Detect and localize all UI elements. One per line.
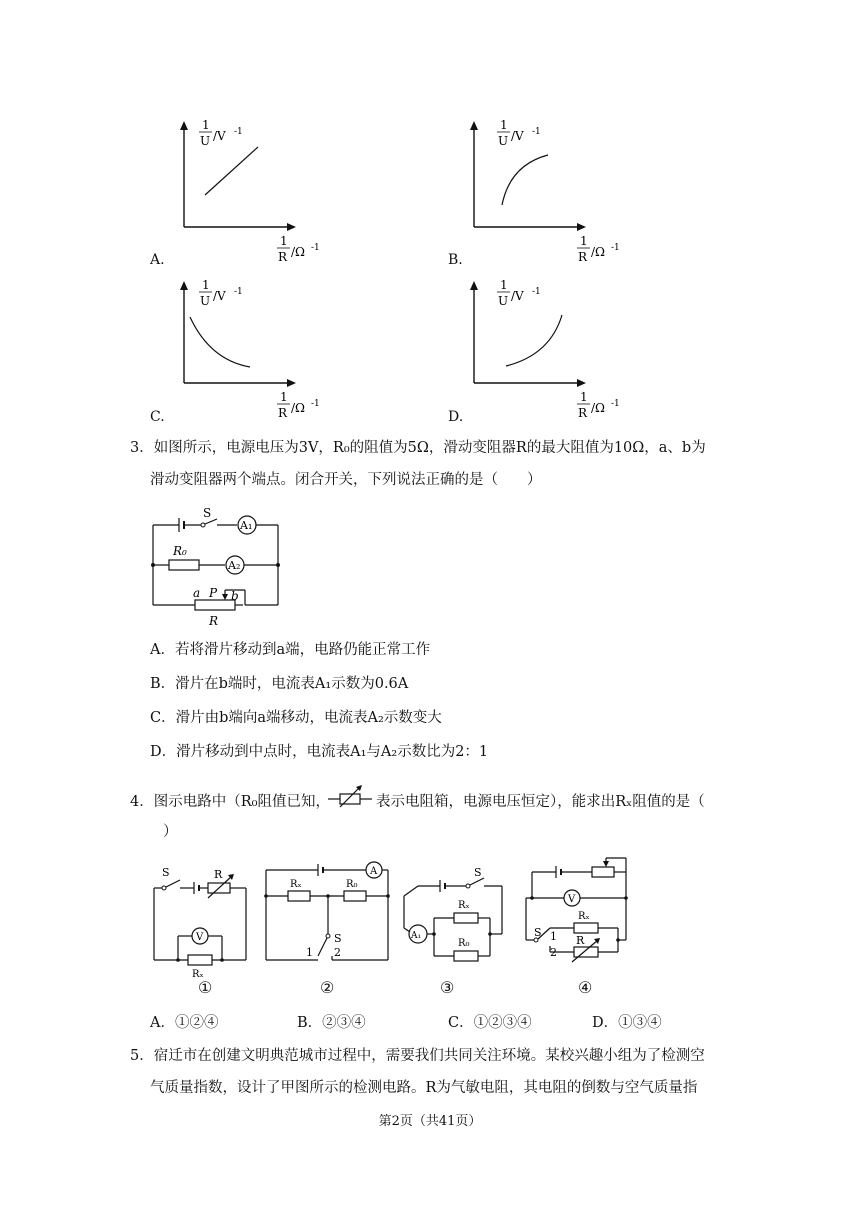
- svg-text:Rₓ: Rₓ: [192, 969, 204, 980]
- q3-option-c: C．滑片由b端向a端移动，电流表A₂示数变大: [150, 710, 442, 726]
- curve: [502, 155, 548, 205]
- svg-text:2: 2: [550, 946, 557, 959]
- svg-text:-1: -1: [532, 127, 541, 137]
- svg-text:U: U: [498, 134, 509, 148]
- svg-text:b: b: [231, 589, 239, 603]
- q3-line2: 滑动变阻器两个端点。闭合开关，下列说法正确的是（ ）: [150, 472, 542, 488]
- circuit-label-2: ②: [320, 978, 335, 997]
- q3-option-a: A．若将滑片移动到a端，电路仍能正常工作: [150, 642, 431, 658]
- svg-text:1: 1: [202, 278, 210, 292]
- svg-text:S: S: [534, 926, 542, 939]
- svg-text:/Ω: /Ω: [291, 245, 305, 259]
- svg-text:1: 1: [550, 930, 557, 943]
- svg-text:R: R: [214, 868, 223, 881]
- circuit-label-4: ④: [578, 978, 593, 997]
- q3-option-b: B．滑片在b端时，电流表A₁示数为0.6A: [150, 676, 409, 692]
- q4-option-b: B．②③④: [297, 1015, 366, 1031]
- curve: [506, 315, 562, 366]
- svg-text:1: 1: [580, 234, 588, 248]
- q4-option-a: A．①②④: [150, 1015, 219, 1031]
- svg-text:/Ω: /Ω: [591, 245, 605, 259]
- svg-text:R: R: [278, 406, 288, 420]
- svg-text:-1: -1: [311, 399, 320, 409]
- svg-text:-1: -1: [234, 127, 243, 137]
- svg-text:/Ω: /Ω: [591, 401, 605, 415]
- q4-option-c: C．①②③④: [448, 1015, 532, 1031]
- svg-text:A₁: A₁: [411, 931, 422, 941]
- circuit-2: [262, 860, 392, 970]
- circuit-label-1: ①: [198, 978, 213, 997]
- circuit-3: [400, 866, 510, 970]
- svg-text:U: U: [498, 294, 509, 308]
- svg-text:A₂: A₂: [228, 559, 241, 572]
- svg-text:U: U: [200, 294, 211, 308]
- svg-text:-1: -1: [234, 287, 243, 297]
- svg-text:a: a: [193, 586, 201, 600]
- svg-text:-1: -1: [611, 243, 620, 253]
- svg-text:A: A: [370, 866, 378, 877]
- svg-text:R: R: [578, 250, 588, 264]
- svg-text:U: U: [200, 134, 211, 148]
- graph-d: [440, 275, 640, 435]
- graph-b: [440, 115, 640, 275]
- svg-text:-1: -1: [532, 287, 541, 297]
- svg-text:Rₓ: Rₓ: [458, 900, 470, 911]
- option-letter-c: C.: [150, 409, 165, 425]
- svg-text:S: S: [162, 866, 170, 879]
- page-footer: 第2页（共41页）: [378, 1114, 482, 1129]
- svg-text:1: 1: [306, 946, 313, 959]
- svg-text:1: 1: [500, 118, 508, 132]
- svg-text:R: R: [576, 934, 585, 947]
- q3-circuit: [145, 505, 290, 630]
- svg-text:R: R: [209, 614, 219, 628]
- q4-line2: ）: [163, 824, 178, 840]
- svg-text:A₁: A₁: [240, 519, 253, 532]
- q4-line1-pre: 4．图示电路中（R₀阻值已知，: [130, 794, 330, 810]
- curve: [190, 317, 250, 367]
- svg-text:1: 1: [280, 390, 288, 404]
- svg-text:-1: -1: [611, 399, 620, 409]
- svg-text:-1: -1: [311, 243, 320, 253]
- option-letter-d: D.: [448, 409, 464, 425]
- q4-line1-post: 表示电阻箱，电源电压恒定），能求出Rₓ阻值的是（: [376, 794, 705, 810]
- q5-line1: 5．宿迁市在创建文明典范城市过程中，需要我们共同关注环境。某校兴趣小组为了检测空: [130, 1048, 705, 1064]
- svg-text:R: R: [578, 406, 588, 420]
- q3-line1: 3．如图所示，电源电压为3V，R₀的阻值为5Ω，滑动变阻器R的最大阻值为10Ω，a、b为: [130, 440, 706, 456]
- q3-option-d: D．滑片移动到中点时，电流表A₁与A₂示数比为2：1: [150, 744, 489, 760]
- resistance-box-icon: [326, 783, 374, 809]
- option-letter-a: A.: [150, 252, 165, 268]
- svg-text:R₀: R₀: [346, 879, 358, 890]
- svg-text:/V: /V: [213, 129, 226, 143]
- svg-text:/V: /V: [511, 289, 524, 303]
- svg-text:2: 2: [334, 946, 341, 959]
- svg-text:/V: /V: [213, 289, 226, 303]
- svg-text:P: P: [209, 586, 218, 600]
- graph-c: [150, 275, 350, 435]
- svg-text:1: 1: [202, 118, 210, 132]
- svg-text:R₀: R₀: [458, 938, 470, 949]
- svg-text:/V: /V: [511, 129, 524, 143]
- svg-text:R: R: [278, 250, 288, 264]
- q5-line2: 气质量指数，设计了甲图所示的检测电路。R为气敏电阻，其电阻的倒数与空气质量指: [150, 1080, 698, 1096]
- circuit-4: [522, 852, 634, 970]
- svg-text:1: 1: [580, 390, 588, 404]
- curve: [205, 147, 258, 195]
- svg-text:Rₓ: Rₓ: [290, 879, 302, 890]
- q4-option-d: D．①③④: [592, 1015, 662, 1031]
- svg-text:S: S: [334, 932, 342, 945]
- svg-text:1: 1: [280, 234, 288, 248]
- svg-text:S: S: [203, 506, 212, 520]
- circuit-label-3: ③: [440, 978, 455, 997]
- svg-text:1: 1: [500, 278, 508, 292]
- graph-a: [150, 115, 350, 275]
- svg-text:S: S: [474, 866, 482, 879]
- circuit-1: [150, 860, 250, 980]
- svg-text:V: V: [196, 932, 204, 943]
- svg-text:R₀: R₀: [173, 544, 187, 558]
- svg-text:/Ω: /Ω: [291, 401, 305, 415]
- svg-text:Rₓ: Rₓ: [578, 911, 590, 922]
- option-letter-b: B.: [448, 252, 463, 268]
- svg-text:V: V: [568, 894, 576, 905]
